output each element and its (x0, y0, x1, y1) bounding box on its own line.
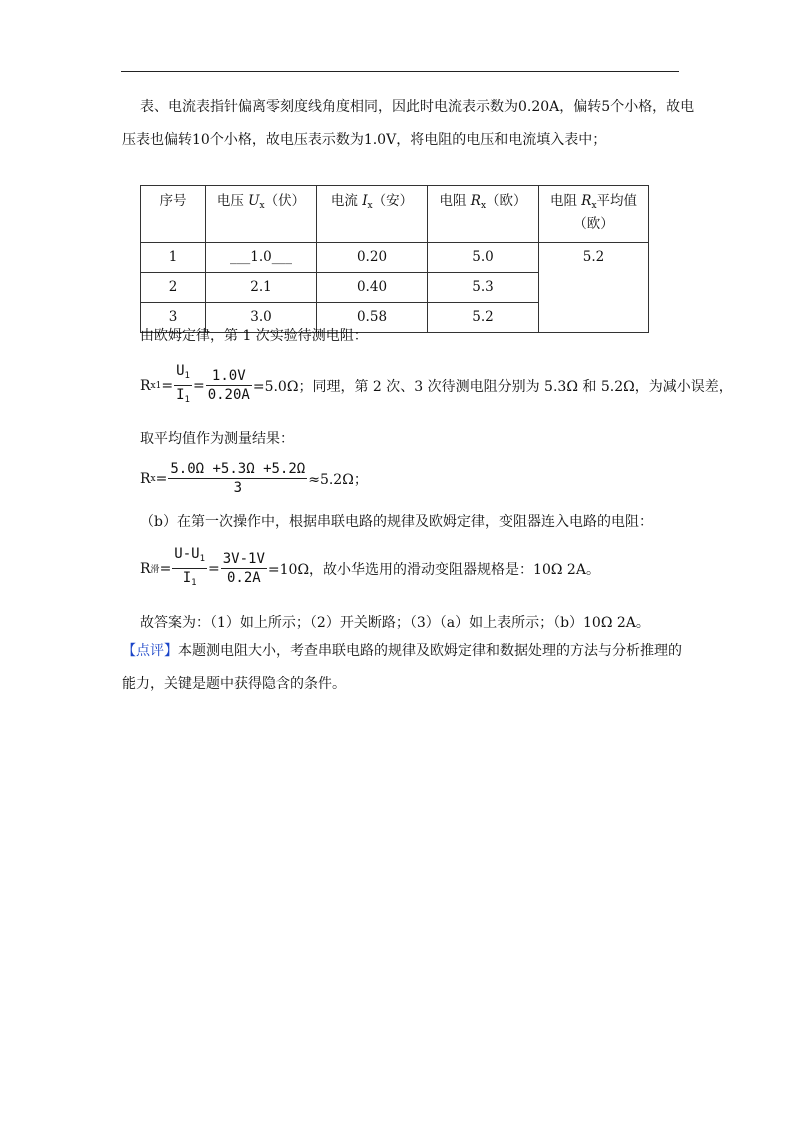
cell-resistance: 5.2 (428, 303, 539, 333)
table-header-row (141, 186, 649, 243)
cell-index: 3 (141, 303, 206, 333)
cell-index: 1 (141, 243, 206, 273)
cell-current: 0.40 (317, 273, 428, 303)
average-line: 取平均值作为测量结果： (140, 431, 294, 447)
eq3-lhs: R (140, 560, 151, 577)
header-current: 电流 $I_x$（安） (317, 186, 428, 243)
header-rule (121, 71, 679, 72)
eq1-result: =5.0Ω；同理，第 2 次、3 次待测电阻分别为 5.3Ω 和 5.2Ω，为减小误差， (252, 378, 733, 395)
header-resistance: 电阻 $R_x$（欧） (428, 186, 539, 243)
cell-current: 0.58 (317, 303, 428, 333)
ohm-law-line: 由欧姆定律，第 1 次实验待测电阻： (140, 328, 368, 344)
eq3-fraction-symbolic: $\frac{U-U_1}{I_1}$ (174, 546, 206, 588)
equation-rx1: R x1 = $\frac{U_1}{I_1}$ = $\frac{1.0V}{0.20A}$ =5.0Ω；同理，第 2 次、3 次待测电阻分别为 5.3Ω 和 5.2Ω，为减小误差， (140, 362, 733, 409)
equation-rx-average: R x = $\frac{5.0\Omega +5.3\Omega +5.2\Omega}{3}$ ≈5.2Ω； (140, 461, 368, 496)
header-voltage: 电压 $U_x$（伏） (206, 186, 317, 243)
table-row (141, 243, 649, 273)
cell-index: 2 (141, 273, 206, 303)
header-average: 电阻 $R_x$平均值 （欧） (539, 186, 649, 243)
comment-tag: 【点评】 (122, 643, 178, 659)
cell-current: 0.20 (317, 243, 428, 273)
comment-line-1: 【点评】本题测电阻大小，考查串联电路的规律及欧姆定律和数据处理的方法与分析推理的 (122, 643, 682, 659)
part-b-line: （b）在第一次操作中，根据串联电路的规律及欧姆定律，变阻器连入电路的电阻： (140, 514, 653, 530)
eq2-lhs: R (140, 470, 151, 487)
cell-average: 5.2 (539, 243, 649, 333)
eq1-fraction-symbolic: $\frac{U_1}{I_1}$ (176, 363, 190, 405)
eq2-result: ≈5.2Ω； (308, 471, 368, 488)
cell-voltage: 2.1 (206, 273, 317, 303)
eq3-fraction-numeric: $\frac{3V-1V}{0.2A}$ (222, 551, 265, 586)
eq1-lhs: R (140, 377, 151, 394)
cell-resistance: 5.0 (428, 243, 539, 273)
eq2-fraction: $\frac{5.0\Omega +5.3\Omega +5.2\Omega}{3}$ (170, 461, 306, 496)
cell-resistance: 5.3 (428, 273, 539, 303)
comment-line-2: 能力，关键是题中获得隐含的条件。 (122, 676, 346, 692)
answer-line: 故答案为：（1）如上所示；（2）开关断路；（3）（a）如上表所示；（b）10Ω 2A。 (140, 615, 650, 631)
eq1-fraction-numeric: $\frac{1.0V}{0.20A}$ (207, 368, 250, 403)
paragraph-line-2: 压表也偏转10个小格，故电压表示数为1.0V，将电阻的电压和电流填入表中； (122, 132, 607, 148)
cell-voltage: ___1.0___ (206, 243, 317, 273)
paragraph-line-1: 表、电流表指针偏离零刻度线角度相同，因此时电流表示数为0.20A，偏转5个小格，故电 (140, 99, 695, 115)
data-table (140, 185, 649, 333)
cell-voltage: 3.0 (206, 303, 317, 333)
header-index: 序号 (141, 186, 206, 243)
equation-r-slide: R 滑 = $\frac{U-U_1}{I_1}$ = $\frac{3V-1V}{0.2A}$ =10Ω，故小华选用的滑动变阻器规格是：10Ω 2A。 (140, 545, 600, 592)
eq3-result: =10Ω，故小华选用的滑动变阻器规格是：10Ω 2A。 (267, 561, 600, 578)
